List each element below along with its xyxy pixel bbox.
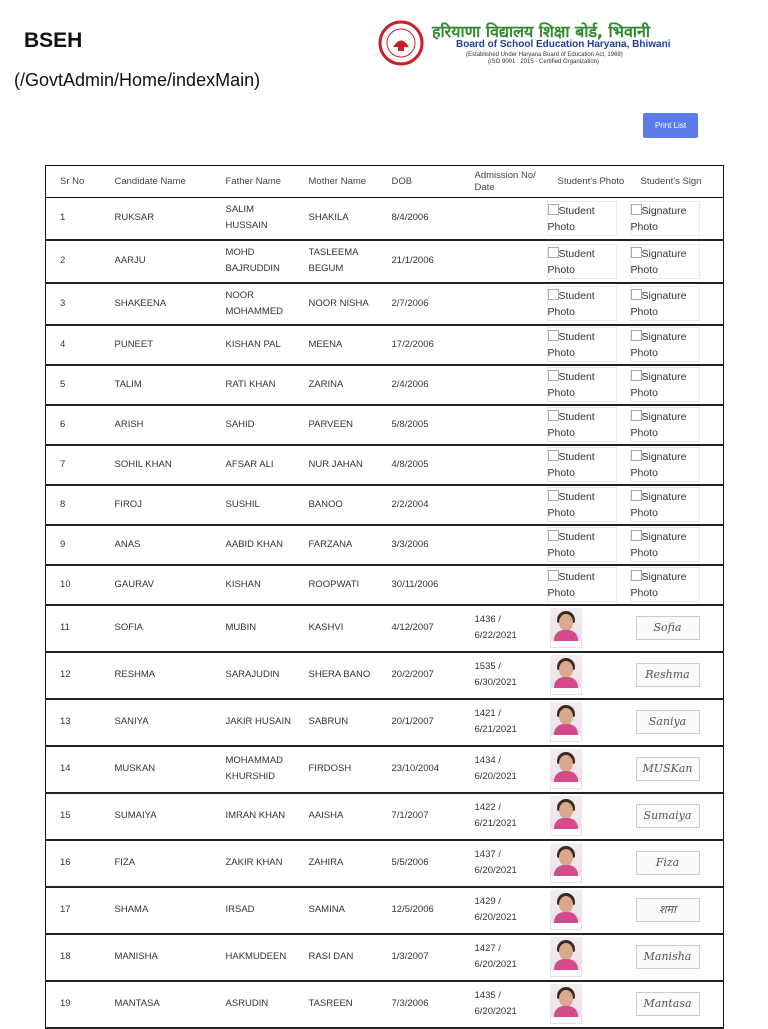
cell-student-sign [627,605,724,652]
student-photo [550,749,582,789]
photo-alt-text: Student Photo [547,491,595,519]
cell-sr-no: 19 [60,998,71,1009]
cell-candidate-name: FIZA [114,857,136,868]
cell-dob: 8/4/2006 [391,212,429,224]
cell-admission: 1427 / 6/20/2021 [474,943,517,970]
sign-alt-text: Signature Photo [630,451,687,479]
cell-candidate-name: TALIM [114,378,142,390]
cell-mother-name: TASLEEMA BEGUM [308,247,358,274]
cell-mother-name: SABRUN [308,716,349,727]
photo-alt-text: Student Photo [547,371,595,399]
cell-father-name: MOHAMMAD KHURSHID [225,755,284,782]
table-row [46,699,724,746]
photo-alt-text: Student Photo [547,204,595,233]
cell-father-name: SAHID [225,418,255,430]
photo-alt-text: Student Photo [547,531,595,559]
page-url-path: (/GovtAdmin/Home/indexMain) [14,70,261,90]
cell-student-photo [544,525,627,565]
cell-dob: 1/3/2007 [391,951,429,962]
photo-alt-text: Student Photo [547,290,595,318]
cell-candidate-name: SHAKEENA [114,297,167,309]
signature-photo-broken [630,407,700,442]
student-photo [550,890,582,930]
sign-alt-text: Signature Photo [630,290,687,318]
cell-candidate-name: MUSKAN [114,763,156,774]
cell-sr-no: 12 [60,669,71,680]
table-row [46,605,724,652]
cell-father-name: MUBIN [225,622,257,633]
cell-mother-name: MEENA [308,338,343,350]
cell-admission [461,525,544,565]
cell-student-photo [544,485,627,525]
logo-iso-note: (ISO 9001 : 2015 - Certified Organization) [488,59,600,65]
cell-student-photo [544,840,627,887]
cell-dob: 2/2/2004 [391,498,429,510]
cell-admission [461,365,544,405]
cell-student-photo [544,405,627,445]
cell-student-sign [627,981,724,1028]
cell-mother-name: TASREEN [308,998,353,1009]
cell-father-name: IRSAD [225,904,255,915]
broken-image-icon [548,570,559,581]
table-row [46,525,724,565]
logo-hindi-title: हरियाणा विद्यालय शिक्षा बोर्ड, भिवानी [432,22,651,41]
table-row [46,652,724,699]
cell-father-name: IMRAN KHAN [225,810,286,821]
cell-student-sign [627,283,724,325]
cell-student-sign [627,325,724,365]
table-row [46,934,724,981]
student-signature: Saniya [636,710,700,734]
col-header: Sr No [60,175,85,187]
sign-alt-text: Signature Photo [630,491,687,519]
photo-alt-text: Student Photo [547,571,595,599]
cell-mother-name: SAMINA [308,904,345,915]
cell-student-sign [627,525,724,565]
cell-admission: 1435 / 6/20/2021 [474,990,517,1017]
cell-mother-name: AAISHA [308,810,344,821]
logo-subtitle: (Established Under Haryana Board of Education Act, 1969) [466,52,623,58]
cell-candidate-name: SHAMA [114,904,149,915]
broken-image-icon [548,330,559,341]
logo-english-title: Board of School Education Haryana, Bhiwani [456,39,671,50]
cell-student-photo [544,565,627,605]
cell-candidate-name: ANAS [114,538,141,550]
photo-alt-text: Student Photo [547,247,595,276]
cell-sr-no: 9 [60,538,66,550]
cell-dob: 30/11/2006 [391,578,439,590]
table-row [46,981,724,1028]
cell-father-name: KISHAN PAL [225,338,281,350]
student-photo [550,655,582,695]
cell-dob: 23/10/2004 [391,763,440,774]
cell-candidate-name: RESHMA [114,669,156,680]
cell-father-name: NOOR MOHAMMED [225,289,284,317]
cell-mother-name: ZARINA [308,378,344,390]
signature-photo-broken [630,447,700,482]
student-photo-broken [547,407,617,442]
student-signature: Reshma [636,663,700,687]
broken-image-icon [548,204,559,215]
cell-father-name: JAKIR HUSAIN [225,716,291,727]
broken-image-icon [631,490,642,501]
table-row [46,746,724,793]
signature-photo-broken [630,567,700,602]
student-photo [550,796,582,836]
cell-sr-no: 7 [60,458,66,470]
cell-sr-no: 5 [60,378,66,390]
cell-candidate-name: SUMAIYA [114,810,157,821]
cell-father-name: AABID KHAN [225,538,284,550]
cell-sr-no: 13 [60,716,71,727]
signature-photo-broken [630,327,700,362]
cell-father-name: ASRUDIN [225,998,269,1009]
table-row [46,325,724,365]
cell-father-name: AFSAR ALI [225,458,274,470]
cell-student-sign [627,240,724,283]
student-signature: Manisha [636,945,700,969]
cell-father-name: SARAJUDIN [225,669,280,680]
cell-student-sign [627,840,724,887]
col-header: DOB [391,175,413,187]
signature-photo-broken [630,487,700,522]
cell-student-photo [544,934,627,981]
photo-alt-text: Student Photo [547,411,595,439]
cell-dob: 2/7/2006 [391,297,429,309]
cell-admission [461,198,544,240]
signature-photo-broken [630,286,700,321]
student-photo-broken [547,447,617,482]
table-row [46,198,724,240]
broken-image-icon [631,450,642,461]
col-header: Admission No/ Date [474,169,536,193]
cell-mother-name: FIRDOSH [308,763,352,774]
cell-admission [461,445,544,485]
cell-dob: 12/5/2006 [391,904,434,915]
cell-student-photo [544,981,627,1028]
col-header: Mother Name [308,175,367,187]
cell-candidate-name: SOHIL KHAN [114,458,172,470]
broken-image-icon [548,490,559,501]
sign-alt-text: Signature Photo [630,204,687,233]
cell-student-photo [544,746,627,793]
student-photo [550,984,582,1024]
broken-image-icon [548,410,559,421]
cell-admission: 1421 / 6/21/2021 [474,708,517,735]
broken-image-icon [631,370,642,381]
student-photo [550,702,582,742]
table-row [46,485,724,525]
student-signature: शमा [636,898,700,922]
sign-alt-text: Signature Photo [630,331,687,359]
sign-alt-text: Signature Photo [630,247,687,276]
board-seal-icon [378,20,424,66]
cell-student-photo [544,325,627,365]
cell-dob: 21/1/2006 [391,255,434,266]
broken-image-icon [631,570,642,581]
student-photo-broken [547,327,617,362]
cell-admission [461,485,544,525]
cell-dob: 20/2/2007 [391,669,434,680]
student-signature: MUSKan [636,757,700,781]
cell-student-photo [544,198,627,240]
table-row [46,840,724,887]
cell-father-name: SUSHIL [225,498,260,510]
cell-dob: 7/1/2007 [391,810,429,821]
cell-sr-no: 18 [60,951,71,962]
broken-image-icon [631,410,642,421]
cell-father-name: ZAKIR KHAN [225,857,283,868]
cell-mother-name: ZAHIRA [308,857,344,868]
cell-sr-no: 8 [60,498,66,510]
cell-student-sign [627,934,724,981]
signature-photo-broken [630,527,700,562]
cell-sr-no: 15 [60,810,71,821]
cell-admission [461,325,544,365]
table-row [46,405,724,445]
broken-image-icon [631,289,642,300]
cell-admission [461,565,544,605]
student-photo-broken [547,527,617,562]
cell-student-sign [627,405,724,445]
cell-student-photo [544,445,627,485]
cell-candidate-name: ARISH [114,418,144,430]
cell-candidate-name: RUKSAR [114,212,155,224]
cell-sr-no: 6 [60,418,66,430]
cell-student-photo [544,283,627,325]
cell-candidate-name: SANIYA [114,716,149,727]
photo-alt-text: Student Photo [547,331,595,359]
cell-admission [461,405,544,445]
signature-photo-broken [630,367,700,402]
student-photo-broken [547,244,617,279]
cell-mother-name: RASI DAN [308,951,354,962]
student-photo-broken [547,367,617,402]
cell-student-photo [544,652,627,699]
cell-sr-no: 2 [60,255,66,266]
candidate-table [45,165,724,1029]
student-signature: Mantasa [636,992,700,1016]
table-row [46,565,724,605]
table-row [46,445,724,485]
cell-dob: 4/12/2007 [391,622,434,633]
cell-sr-no: 17 [60,904,71,915]
sign-alt-text: Signature Photo [630,411,687,439]
cell-admission: 1436 / 6/22/2021 [474,614,517,641]
student-photo-broken [547,201,617,236]
sign-alt-text: Signature Photo [630,371,687,399]
student-signature: Fiza [636,851,700,875]
cell-mother-name: SHAKILA [308,212,349,224]
col-header: Candidate Name [114,175,186,187]
table-header-row [46,166,724,198]
student-photo-broken [547,487,617,522]
cell-student-photo [544,887,627,934]
cell-mother-name: FARZANA [308,538,353,550]
cell-sr-no: 1 [60,212,66,224]
cell-sr-no: 4 [60,338,66,350]
cell-mother-name: ROOPWATI [308,578,360,590]
broken-image-icon [631,330,642,341]
cell-student-sign [627,198,724,240]
cell-dob: 4/8/2005 [391,458,429,470]
cell-mother-name: SHERA BANO [308,669,371,680]
cell-candidate-name: FIROJ [114,498,142,510]
table-body [46,198,724,1028]
cell-student-photo [544,365,627,405]
cell-student-sign [627,887,724,934]
broken-image-icon [548,450,559,461]
print-list-button[interactable]: Print List [643,113,698,138]
photo-alt-text: Student Photo [547,451,595,479]
cell-admission: 1422 / 6/21/2021 [474,802,517,829]
cell-student-sign [627,793,724,840]
cell-father-name: MOHD BAJRUDDIN [225,247,280,274]
cell-dob: 7/3/2006 [391,998,429,1009]
cell-mother-name: BANOO [308,498,343,510]
cell-admission [461,283,544,325]
cell-candidate-name: MANTASA [114,998,160,1009]
col-header: Father Name [225,175,281,187]
table-row [46,365,724,405]
cell-dob: 20/1/2007 [391,716,434,727]
cell-mother-name: NUR JAHAN [308,458,363,470]
table-row [46,283,724,325]
cell-father-name: SALIM HUSSAIN [225,204,268,232]
col-header: Student's Photo [557,175,625,187]
student-photo [550,608,582,648]
cell-student-photo [544,699,627,746]
broken-image-icon [548,530,559,541]
signature-photo-broken [630,244,700,279]
cell-student-photo [544,793,627,840]
cell-admission: 1434 / 6/20/2021 [474,755,517,782]
cell-mother-name: KASHVI [308,622,344,633]
table-row [46,887,724,934]
cell-sr-no: 11 [60,622,70,633]
cell-student-sign [627,652,724,699]
signature-photo-broken [630,201,700,236]
student-signature: Sofia [636,616,700,640]
cell-candidate-name: GAURAV [114,578,154,590]
broken-image-icon [631,247,642,258]
broken-image-icon [548,247,559,258]
cell-dob: 5/5/2006 [391,857,429,868]
cell-sr-no: 14 [60,763,71,774]
sign-alt-text: Signature Photo [630,531,687,559]
broken-image-icon [631,204,642,215]
student-photo [550,937,582,977]
broken-image-icon [548,370,559,381]
board-logo [378,20,678,70]
student-photo-broken [547,567,617,602]
cell-dob: 3/3/2006 [391,538,429,550]
broken-image-icon [631,530,642,541]
col-header: Student's Sign [640,175,702,187]
cell-candidate-name: PUNEET [114,338,154,350]
cell-sr-no: 3 [60,297,66,309]
cell-student-photo [544,605,627,652]
cell-student-photo [544,240,627,283]
cell-student-sign [627,445,724,485]
cell-dob: 17/2/2006 [391,338,434,350]
cell-father-name: HAKMUDEEN [225,951,287,962]
cell-admission: 1437 / 6/20/2021 [474,849,517,876]
cell-admission: 1535 / 6/30/2021 [474,661,517,688]
cell-candidate-name: MANISHA [114,951,158,962]
cell-mother-name: PARVEEN [308,418,354,430]
broken-image-icon [548,289,559,300]
table-row [46,240,724,283]
student-signature: Sumaiya [636,804,700,828]
sign-alt-text: Signature Photo [630,571,687,599]
cell-dob: 2/4/2006 [391,378,429,390]
table-row [46,793,724,840]
cell-student-sign [627,485,724,525]
cell-student-sign [627,365,724,405]
candidate-table-container [45,165,723,1029]
cell-admission [461,240,544,283]
cell-mother-name: NOOR NISHA [308,297,369,309]
cell-student-sign [627,699,724,746]
cell-father-name: KISHAN [225,578,261,590]
cell-candidate-name: AARJU [114,255,146,266]
cell-student-sign [627,565,724,605]
cell-sr-no: 10 [60,578,71,590]
cell-sr-no: 16 [60,857,71,868]
cell-dob: 5/8/2005 [391,418,429,430]
student-photo [550,843,582,883]
cell-father-name: RATI KHAN [225,378,276,390]
site-brand: BSEH [24,29,83,52]
cell-admission: 1429 / 6/20/2021 [474,896,517,923]
cell-student-sign [627,746,724,793]
student-photo-broken [547,286,617,321]
cell-candidate-name: SOFIA [114,622,144,633]
